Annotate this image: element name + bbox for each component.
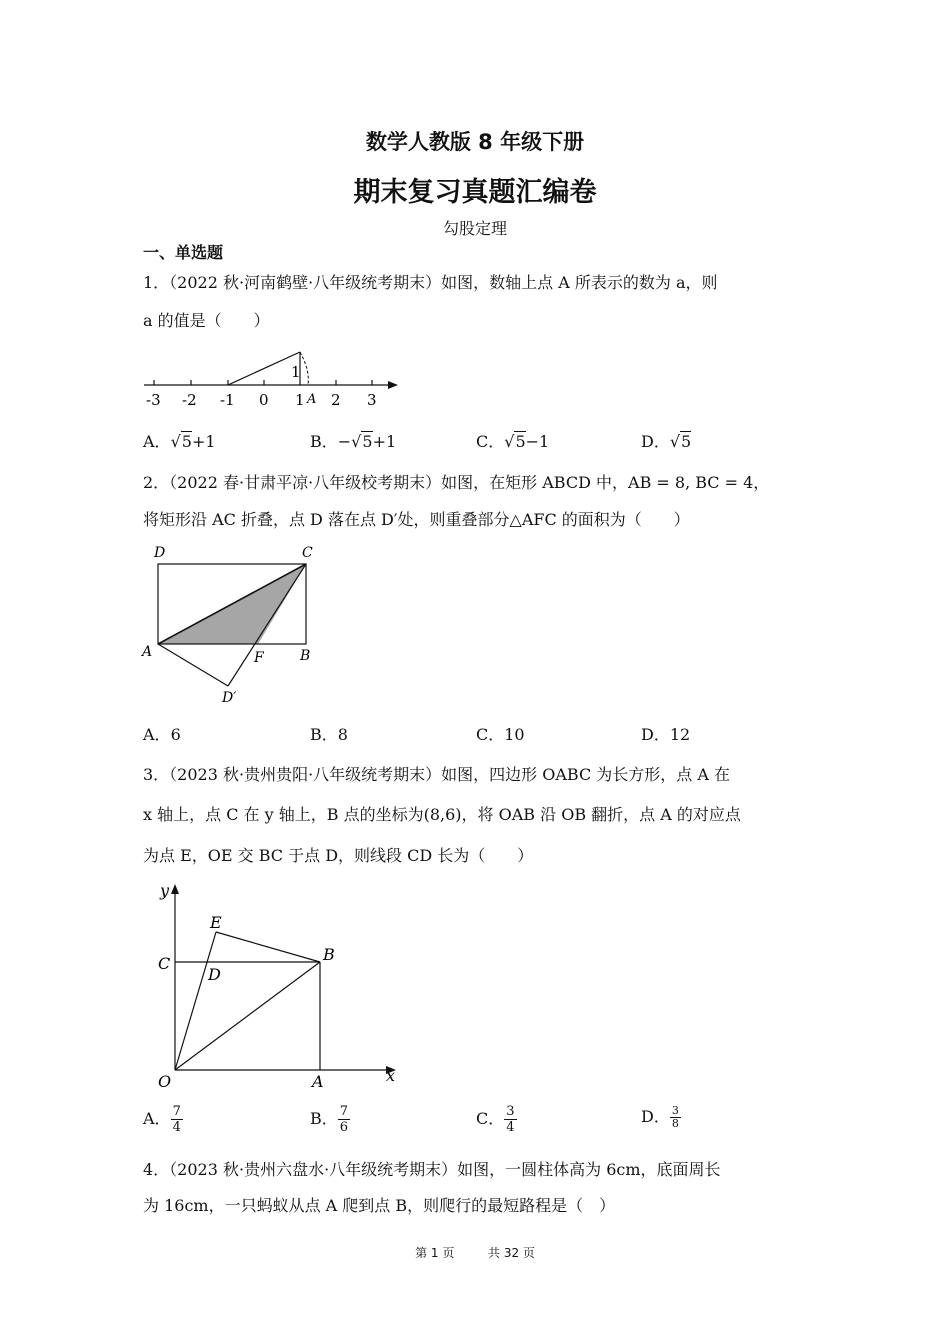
q1-option-d: D．√5 — [641, 432, 692, 451]
tick-label: -3 — [146, 391, 161, 409]
label-c: C — [302, 545, 313, 561]
number-line-arrow — [388, 381, 398, 389]
question-1-line-1: 1．（2022 秋·河南鹤壁·八年级统考期末）如图，数轴上点 A 所表示的数为 a，则 — [143, 273, 718, 292]
label-x: x — [386, 1066, 396, 1085]
q1-option-c: C．√5−1 — [476, 432, 550, 451]
label-b: B — [323, 945, 335, 964]
point-a-label: A — [307, 392, 317, 407]
q2-option-d: D．12 — [641, 725, 691, 744]
question-1-line-2: a 的值是（ ） — [143, 311, 270, 330]
label-f: F — [254, 650, 264, 666]
label-b: B — [300, 648, 311, 664]
segment-ad-prime — [158, 644, 228, 686]
coordinate-fold-figure — [140, 878, 410, 1093]
label-a: A — [142, 644, 153, 660]
q3-option-b: B． $\frac{7}{6}$ — [310, 1104, 349, 1135]
label-e: E — [210, 913, 222, 932]
label-d: D — [208, 965, 221, 984]
page-number: 第 1 页 — [415, 1246, 455, 1260]
q1-option-b: B．−√5+1 — [310, 432, 397, 451]
segment-ob — [175, 962, 320, 1070]
tick-label: 1 — [295, 391, 305, 409]
tick-label: 3 — [367, 391, 377, 409]
document-subtitle: 勾股定理 — [442, 219, 507, 238]
q2-option-c: C．10 — [476, 725, 525, 744]
label-d-prime: D′ — [222, 690, 237, 706]
tick-label: 2 — [331, 391, 341, 409]
q2-option-b: B．8 — [310, 725, 348, 744]
side-label: 1 — [291, 363, 301, 381]
q1-option-a: A．√5+1 — [143, 432, 216, 451]
document-title: 数学人教版 8 年级下册 — [365, 130, 585, 154]
page-total: 共 32 页 — [488, 1246, 535, 1260]
y-axis-arrow — [171, 884, 179, 894]
question-3-line-1: 3．（2023 秋·贵州贵阳·八年级统考期末）如图，四边形 OABC 为长方形，点 A 在 — [143, 765, 731, 784]
tick-label: 0 — [259, 391, 269, 409]
page-footer — [0, 1244, 950, 1261]
label-o: O — [158, 1072, 172, 1091]
tick-label: -1 — [220, 391, 235, 409]
q3-option-c: C． $\frac{3}{4}$ — [476, 1104, 515, 1135]
label-c: C — [158, 954, 171, 973]
question-4-line-2: 为 16cm，一只蚂蚁从点 A 爬到点 B，则爬行的最短路程是（ ） — [143, 1196, 616, 1215]
q3-option-d: D． $\frac{3}{8}$ — [641, 1104, 679, 1130]
label-y: y — [160, 881, 170, 900]
tick-label: -2 — [182, 391, 197, 409]
question-3-line-2: x 轴上，点 C 在 y 轴上，B 点的坐标为(8,6)，将 OAB 沿 OB 翻折，点 A 的对应点 — [143, 805, 741, 824]
q3-option-a: A． $\frac{7}{4}$ — [143, 1104, 181, 1135]
document-main-title: 期末复习真题汇编卷 — [353, 177, 597, 208]
rectangle-fold-figure — [140, 540, 330, 710]
question-2-line-1: 2．（2022 春·甘肃平凉·八年级校考期末）如图，在矩形 ABCD 中，AB = 8, BC = 4， — [143, 473, 770, 492]
arc-dashed — [300, 352, 308, 385]
segment-oe — [175, 932, 216, 1070]
segment-eb — [216, 932, 320, 962]
number-line-figure — [140, 340, 410, 412]
question-3-line-3: 为点 E，OE 交 BC 于点 D，则线段 CD 长为（ ） — [143, 846, 534, 865]
question-2-line-2: 将矩形沿 AC 折叠，点 D 落在点 D′处，则重叠部分△AFC 的面积为（ ） — [143, 510, 690, 529]
section-heading: 一、单选题 — [143, 243, 224, 262]
question-4-line-1: 4．（2023 秋·贵州六盘水·八年级统考期末）如图，一圆柱体高为 6cm，底面周长 — [143, 1160, 721, 1179]
label-d: D — [154, 545, 166, 561]
q2-option-a: A．6 — [143, 725, 181, 744]
label-a: A — [312, 1072, 324, 1091]
